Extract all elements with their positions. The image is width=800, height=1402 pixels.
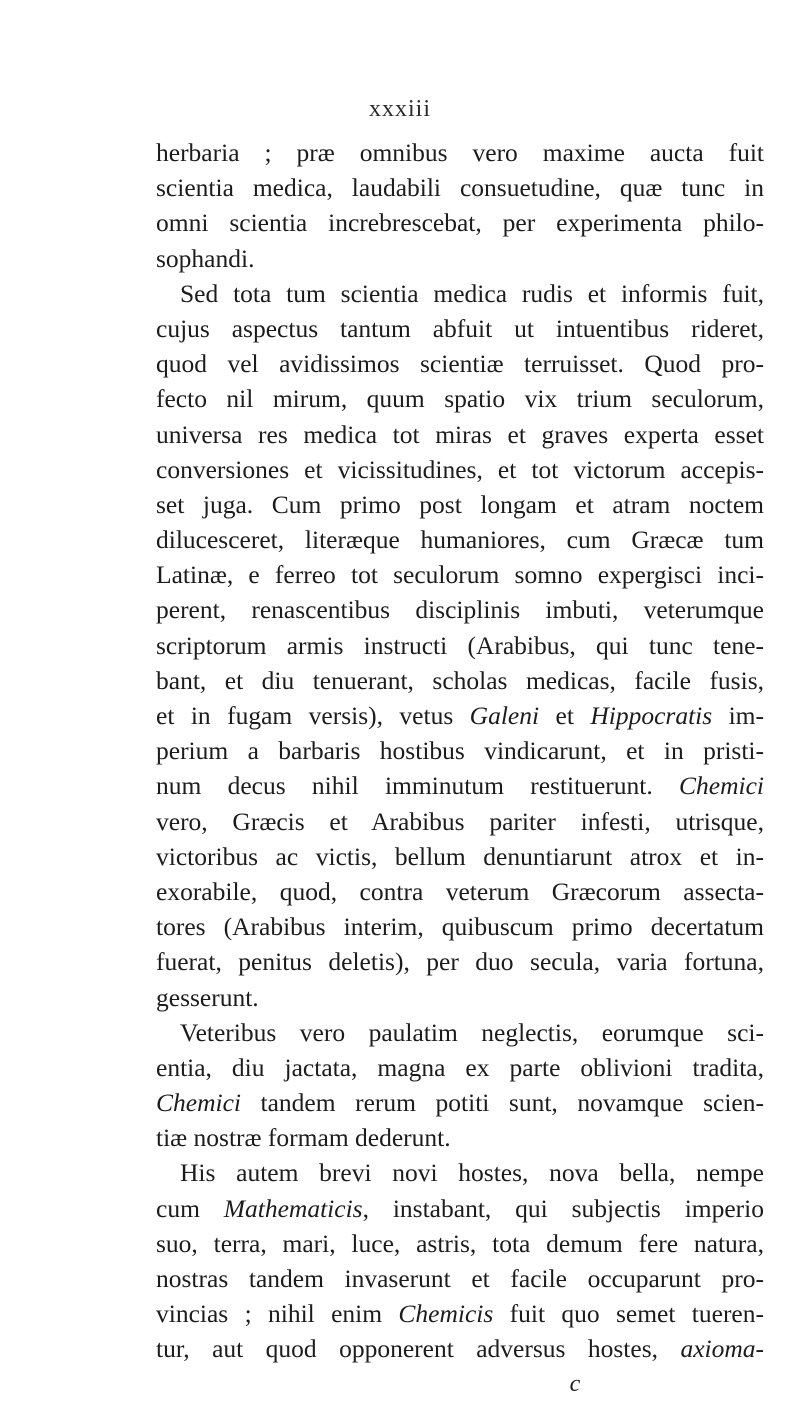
page-number: xxxiii xyxy=(368,96,431,122)
text-line: tur, aut quod opponerent adversus hostes, axioma- xyxy=(156,1334,764,1364)
text-line: cujus aspectus tantum abfuit ut intuentibus rideret, xyxy=(156,313,764,343)
text-line: herbaria ; præ omnibus vero maxime aucta fuit xyxy=(156,138,764,167)
text-line: set juga. Cum primo post longam et atram noctem xyxy=(156,489,764,519)
text-line: Latinæ, e ferreo tot seculorum somno expergisci inci- xyxy=(156,560,764,590)
text-line: gesserunt. xyxy=(156,982,259,1012)
text-line: bant, et diu tenuerant, scholas medicas, facile fusis, xyxy=(156,665,764,695)
italic-term: Chemici xyxy=(156,1088,241,1118)
text-line: Chemici tandem rerum potiti sunt, novamque scien- xyxy=(156,1088,764,1118)
italic-term: Galeni xyxy=(469,701,540,730)
text-line: cum Mathematicis, instabant, qui subjectis imperio xyxy=(156,1193,765,1223)
text-line: scientia medica, laudabili consuetudine, quæ tunc in xyxy=(156,173,764,203)
text-line: entia, diu jactata, magna ex parte oblivioni tradita, xyxy=(156,1052,764,1082)
text-line: suo, terra, mari, luce, astris, tota demum fere natura, xyxy=(156,1228,764,1258)
text-line: dilucesceret, literæque humaniores, cum Græcæ tum xyxy=(156,525,764,555)
text-line: perent, renascentibus disciplinis imbuti, veterumque xyxy=(156,595,764,625)
paragraph-start-line: Sed tota tum scientia medica rudis et informis fuit, xyxy=(180,278,764,308)
text-line: universa res medica tot miras et graves experta esset xyxy=(156,419,764,449)
text-line: quod vel avidissimos scientiæ terruisset. Quod pro- xyxy=(156,349,764,379)
text-line: conversiones et vicissitudines, et tot victorum accepis- xyxy=(156,454,764,484)
paragraph-start-line: His autem brevi novi hostes, nova bella, nempe xyxy=(180,1158,764,1188)
body-text xyxy=(156,135,764,1402)
text-line: perium a barbaris hostibus vindicarunt, et in pristi- xyxy=(156,736,764,766)
text-line: et in fugam versis), vetus Galeni et Hippocratis im- xyxy=(156,701,765,730)
text-line: sophandi. xyxy=(156,243,255,273)
text-line: tiæ nostræ formam dederunt. xyxy=(156,1123,451,1153)
italic-term: axioma- xyxy=(680,1334,764,1364)
text-line: omni scientia increbrescebat, per experimenta philo- xyxy=(156,208,764,238)
signature-mark: c xyxy=(569,1370,581,1397)
paragraph-start-line: Veteribus vero paulatim neglectis, eorumque sci- xyxy=(180,1017,764,1047)
text-line: vero, Græcis et Arabibus pariter infesti, utrisque, xyxy=(156,806,764,836)
italic-term: Mathematicis xyxy=(223,1193,363,1223)
text-line: num decus nihil imminutum restituerunt. Chemici xyxy=(156,771,764,801)
italic-term: Chemici xyxy=(679,771,764,801)
text-line: fecto nil mirum, quum spatio vix trium seculorum, xyxy=(156,384,764,414)
text-line: tores (Arabibus interim, quibuscum primo decertatum xyxy=(156,912,764,942)
italic-term: Chemicis xyxy=(398,1299,494,1329)
text-line: fuerat, penitus deletis), per duo secula, varia fortuna, xyxy=(156,947,764,977)
text-line: victoribus ac victis, bellum denuntiarunt atrox et in- xyxy=(156,841,764,871)
text-line: exorabile, quod, contra veterum Græcorum assecta- xyxy=(156,876,764,906)
text-line: vincias ; nihil enim Chemicis fuit quo semet tueren- xyxy=(156,1299,764,1329)
text-line: nostras tandem invaserunt et facile occuparunt pro- xyxy=(156,1264,764,1293)
italic-term: Hippocratis xyxy=(590,701,713,730)
text-line: scriptorum armis instructi (Arabibus, qui tunc tene- xyxy=(156,630,764,660)
